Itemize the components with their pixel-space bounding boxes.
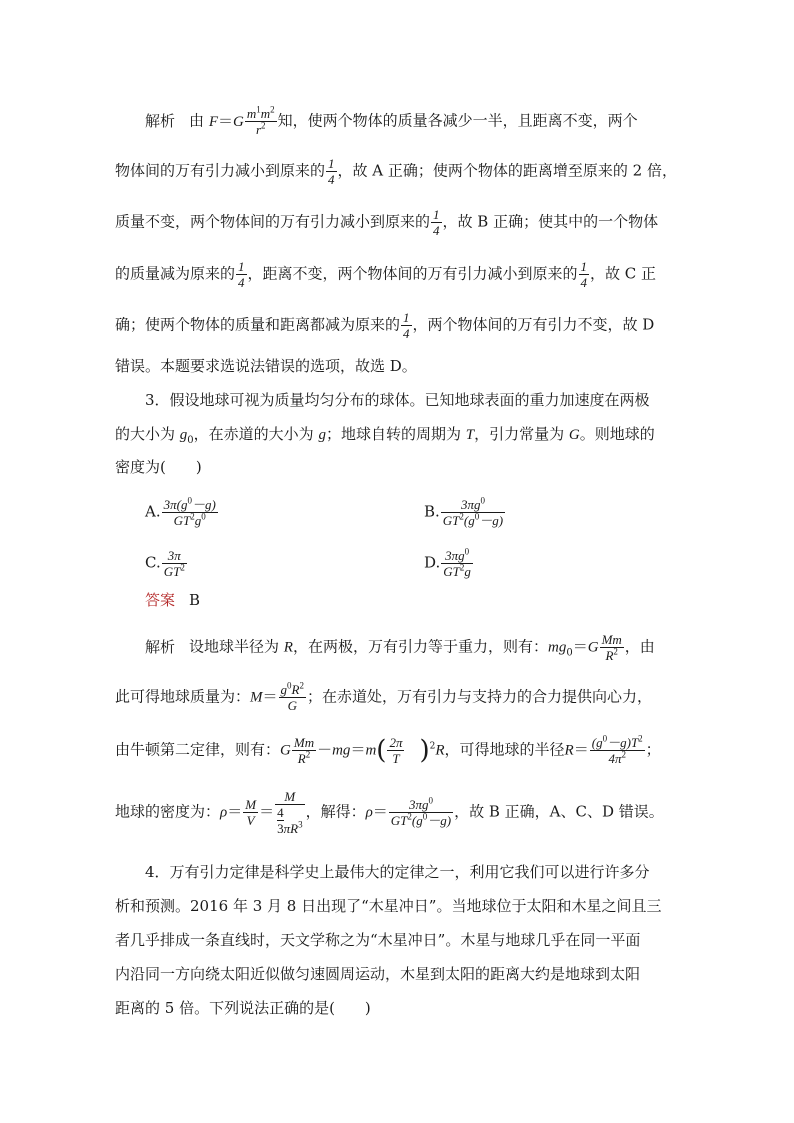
fraction-quarter: $\frac{1}{4}$ — [403, 310, 410, 341]
answer-label: 答案 — [145, 591, 176, 609]
option-d-formula: $\frac{3\pi g^0}{GT^2g}$ — [443, 546, 471, 579]
option-c-formula: $\frac{3\pi}{GT^2}$ — [163, 548, 185, 579]
question4-line1: 4．万有引力定律是科学史上最伟大的定律之一，利用它我们可以进行许多分 — [145, 863, 650, 881]
question3-line3: 密度为( ) — [115, 458, 202, 476]
analysis3-line4: 地球的密度为：ρ＝ $\frac{M}{V}$ ＝ M $\frac{4}{3}$ $\pi R^3$ ，解得：ρ＝ $\frac{3\pi g^0}{GT^2(g^0-g)}$ ，故 B 正确，A、C、D 错误。 — [115, 789, 664, 836]
analysis1-line2: 物体间的万有引力减小到原来的 $\frac{1}{4}$ ，故 A 正确；使两个物体的距离增至原来的 2 倍， — [115, 156, 677, 187]
question4-line4: 内沿同一方向绕太阳近似做匀速圆周运动，木星到太阳的距离大约是地球到太阳 — [115, 965, 641, 983]
question4-line2: 析和预测。2016 年 3 月 8 日出现了“木星冲日”。当地球位于太阳和木星之间且三 — [115, 897, 662, 915]
fraction-quarter: $\frac{1}{4}$ — [580, 259, 588, 290]
option-a[interactable]: A. $\frac{3\pi(g^0-g)}{GT^2g^0}$ — [145, 495, 216, 528]
analysis1-line4: 的质量减为原来的 $\frac{1}{4}$ ，距离不变，两个物体间的万有引力减小到原来的 $\frac{1}{4}$ ，故 C 正 — [115, 259, 657, 290]
fraction-quarter: $\frac{1}{4}$ — [328, 156, 335, 187]
option-a-formula: $\frac{3\pi(g^0-g)}{GT^2g^0}$ — [163, 495, 216, 528]
option-b[interactable]: B. $\frac{3\pi g^0}{GT^2(g^0-g)}$ — [424, 495, 504, 528]
analysis-label: 解析 — [145, 111, 176, 130]
question4-line3: 者几乎排成一条直线时，天文学称之为“木星冲日”。木星与地球几乎在同一平面 — [115, 931, 641, 949]
analysis1-line3: 质量不变，两个物体间的万有引力减小到原来的 $\frac{1}{4}$ ，故 B 正确；使其中的一个物体 — [115, 207, 659, 238]
question3-line2: 的大小为 $g_0$，在赤道的大小为 g；地球自转的周期为 T，引力常量为 G。则地球的 — [115, 425, 655, 446]
option-d[interactable]: D. $\frac{3\pi g^0}{GT^2g}$ — [424, 546, 471, 579]
analysis3-line1: 解析 设地球半径为 R，在两极，万有引力等于重力，则有：$mg_0=G$ $\frac{Mm}{R^2}$ ，由 — [145, 632, 655, 663]
answer3-line — [145, 590, 200, 610]
analysis1-line6: 错误。本题要求选说法错误的选项，故选 D。 — [115, 357, 417, 375]
analysis1-line5: 确；使两个物体的质量和距离都减为原来的 $\frac{1}{4}$ ，两个物体间的万有引力不变，故 D — [115, 310, 655, 341]
analysis3-line2: 此可得地球质量为：M＝ $\frac{g^0R^2}{G}$ ；在赤道处，万有引力与支持力的合力提供向心力， — [115, 680, 652, 713]
question4-line5: 距离的 5 倍。下列说法正确的是( ) — [115, 999, 371, 1017]
fraction-quarter: $\frac{1}{4}$ — [238, 259, 245, 290]
analysis3-line3: 由牛顿第二定律，则有：G $\frac{Mm}{R^2}$ －mg＝m( $\frac{2\pi}{T}$ )$^2$R，可得地球的半径R＝ $\frac{(g^0-g)T^2}{4\pi^2}$ ； — [115, 733, 661, 766]
analysis-label: 解析 — [145, 637, 176, 656]
question3-line1: 3．假设地球可视为质量均匀分布的球体。已知地球表面的重力加速度在两极 — [145, 391, 650, 409]
option-c[interactable]: C. $\frac{3\pi}{GT^2}$ — [145, 548, 185, 579]
gravity-formula: F＝G $\frac{m^1m^2}{r^2}$ — [208, 104, 275, 137]
analysis1-line1: 解析 由 F＝G $\frac{m^1m^2}{r^2}$ 知，使两个物体的质量各减少一半，且距离不变，两个 — [145, 104, 638, 137]
option-b-formula: $\frac{3\pi g^0}{GT^2(g^0-g)}$ — [442, 495, 504, 528]
fraction-quarter: $\frac{1}{4}$ — [433, 207, 440, 238]
answer-value: B — [189, 591, 201, 609]
